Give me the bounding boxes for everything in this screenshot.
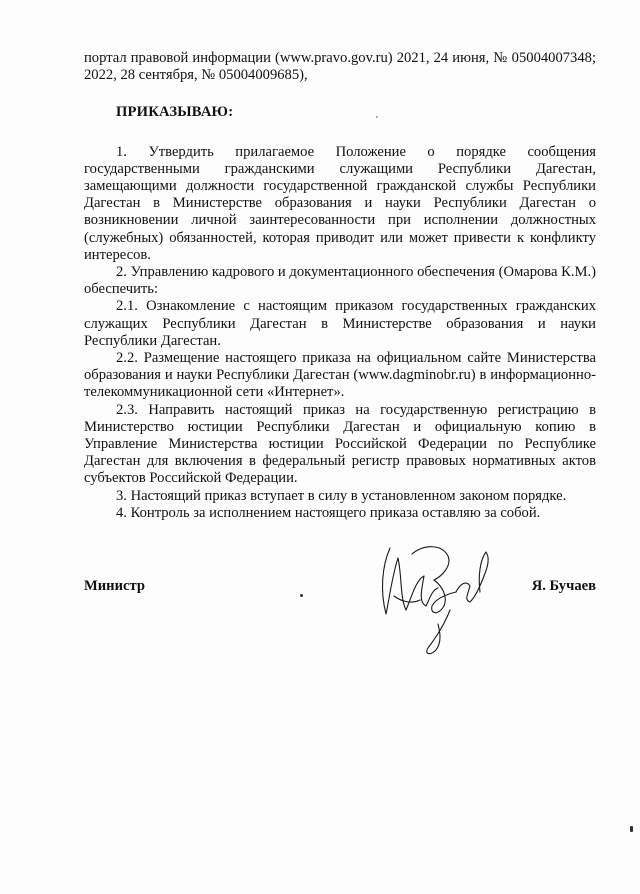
order-heading: ПРИКАЗЫВАЮ: xyxy=(116,104,234,121)
paragraph-2-3: 2.3. Направить настоящий приказ на государственную регистрацию в Министерство юстиции Республики Дагестан и официальную копию в Управление Министерства юстиции Российской Федерации по Республике Дагестан для включения в федеральный регистр правовых нормативных актов субъектов Российской Федерации. xyxy=(84,401,596,487)
scan-speck xyxy=(376,116,378,118)
paragraph-2-2: 2.2. Размещение настоящего приказа на официальном сайте Министерства образования и науки Республики Дагестан (www.dagminobr.ru) в информационно-телекоммуникационной сети «Интернет». xyxy=(84,350,596,401)
intro-line: портал правовой информации (www.pravo.gov.ru) 2021, 24 июня, № 05004007348; 2022, 28 сентября, № 05004009685), xyxy=(84,50,596,84)
signatory-name: Я. Бучаев xyxy=(531,578,596,594)
paragraph-2: 2. Управлению кадрового и документационного обеспечения (Омарова К.М.) обеспечить: xyxy=(84,264,596,298)
scan-speck xyxy=(630,826,633,832)
paragraph-4: 4. Контроль за исполнением настоящего приказа оставляю за собой. xyxy=(116,504,541,521)
signatory-title: Министр xyxy=(84,578,145,594)
paragraph-1: 1. Утвердить прилагаемое Положение о порядке сообщения государственными гражданскими служащими Республики Дагестан, замещающими должности государственной гражданской службы Республики Дагестан в Министерстве образования и науки Республики Дагестан о возникновении личной заинтересованности при исполнении должностных (служебных) обязанностей, которая приводит или может привести к конфликту интересов. xyxy=(84,143,596,263)
paragraph-2-1: 2.1. Ознакомление с настоящим приказом государственных гражданских служащих Республики Дагестан в Министерстве образования и науки Республики Дагестан. xyxy=(84,298,596,349)
scan-speck xyxy=(300,594,303,597)
signature-block xyxy=(84,578,596,598)
document-body xyxy=(84,50,596,522)
paragraph-3: 3. Настоящий приказ вступает в силу в установленном законом порядке. xyxy=(116,487,567,504)
handwritten-signature xyxy=(372,536,502,660)
